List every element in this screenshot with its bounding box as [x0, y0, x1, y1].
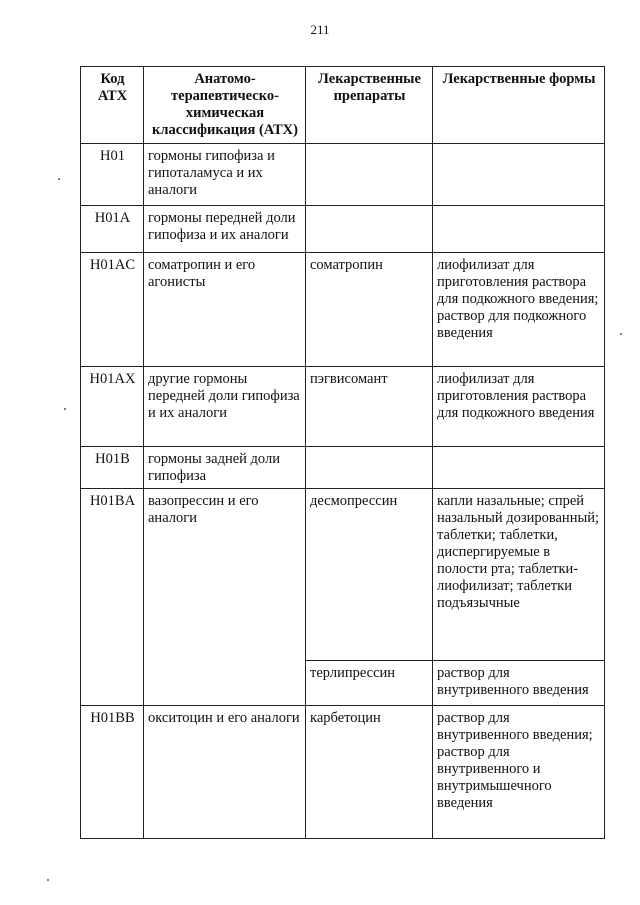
drug-name: десмопрессин	[306, 489, 433, 661]
table-header-row	[81, 67, 605, 144]
atx-classification: окситоцин и его аналоги	[144, 706, 306, 839]
drug-name: пэгвисомант	[306, 367, 433, 447]
atx-classification: соматропин и его агонисты	[144, 253, 306, 367]
atx-code: H01A	[81, 206, 144, 253]
scan-speck	[64, 408, 66, 410]
atx-code: H01AC	[81, 253, 144, 367]
drug-name	[306, 144, 433, 206]
drug-name: карбетоцин	[306, 706, 433, 839]
drug-name: терлипрессин	[306, 661, 433, 706]
table-row	[81, 447, 605, 489]
dosage-forms: раствор для внутривенного введения; раствор для внутривенного и внутримышечного введения	[433, 706, 605, 839]
atx-classification: вазопрессин и его аналоги	[144, 489, 306, 706]
atx-drug-table	[80, 66, 605, 839]
table-row	[81, 706, 605, 839]
drug-name	[306, 447, 433, 489]
table-row	[81, 144, 605, 206]
page-number: 211	[310, 22, 330, 37]
dosage-forms: раствор для внутривенного введения	[433, 661, 605, 706]
dosage-forms: лиофилизат для приготовления раствора для подкожного введения; раствор для подкожного введения	[433, 253, 605, 367]
header-code: Код АТХ	[81, 67, 144, 144]
table-row	[81, 367, 605, 447]
atx-code: H01BB	[81, 706, 144, 839]
header-classification: Анатомо-терапевтическо-химическая классификация (АТХ)	[144, 67, 306, 144]
scan-speck	[58, 178, 60, 180]
dosage-forms	[433, 206, 605, 253]
table-row	[81, 253, 605, 367]
table-row	[81, 206, 605, 253]
drug-name	[306, 206, 433, 253]
atx-code: H01	[81, 144, 144, 206]
dosage-forms	[433, 447, 605, 489]
atx-classification: гормоны передней доли гипофиза и их аналоги	[144, 206, 306, 253]
atx-code: H01AX	[81, 367, 144, 447]
atx-classification: другие гормоны передней доли гипофиза и их аналоги	[144, 367, 306, 447]
table-row	[81, 489, 605, 661]
scan-speck	[620, 333, 622, 335]
atx-code: H01B	[81, 447, 144, 489]
drug-name: соматропин	[306, 253, 433, 367]
atx-classification: гормоны задней доли гипофиза	[144, 447, 306, 489]
atx-classification: гормоны гипофиза и гипоталамуса и их аналоги	[144, 144, 306, 206]
dosage-forms: капли назальные; спрей назальный дозированный; таблетки; таблетки, диспергируемые в полости рта; таблетки-лиофилизат; таблетки подъязычные	[433, 489, 605, 661]
scan-speck	[47, 879, 49, 881]
header-forms: Лекарственные формы	[433, 67, 605, 144]
atx-code: H01BA	[81, 489, 144, 706]
dosage-forms	[433, 144, 605, 206]
dosage-forms: лиофилизат для приготовления раствора для подкожного введения	[433, 367, 605, 447]
header-drugs: Лекарственные препараты	[306, 67, 433, 144]
